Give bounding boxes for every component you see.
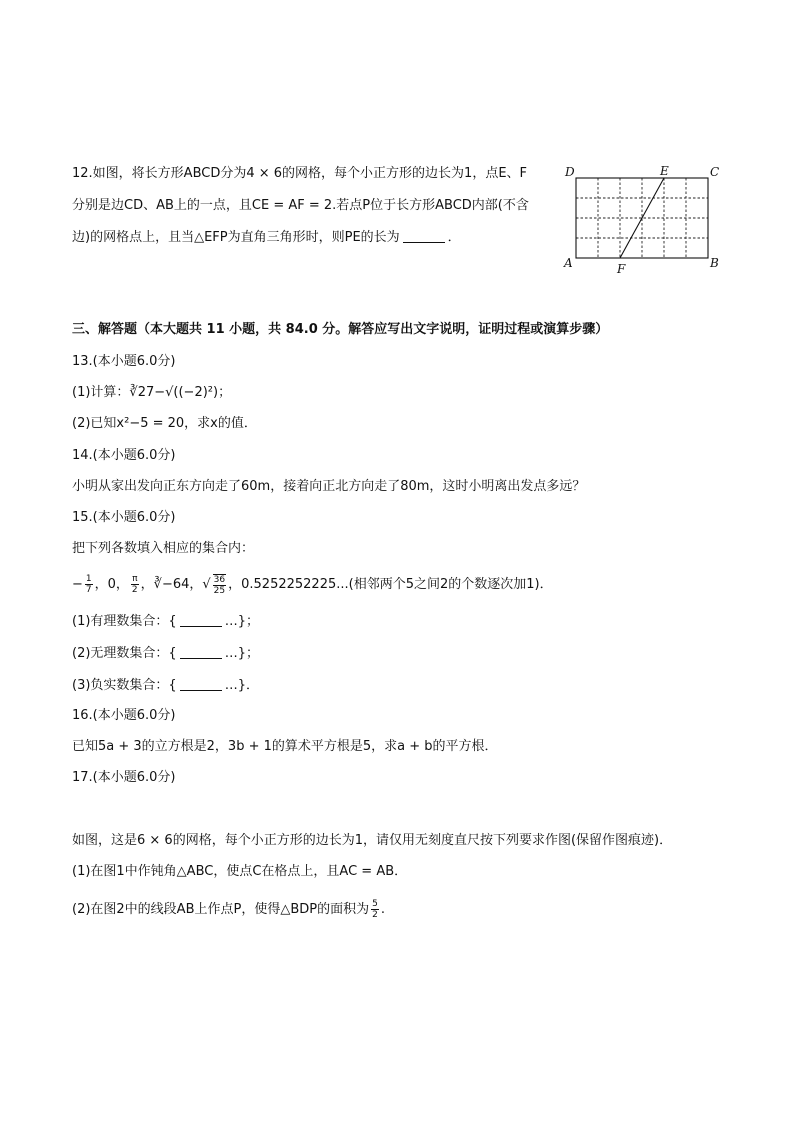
q15-set3 xyxy=(72,676,259,696)
label-c: C xyxy=(710,165,720,179)
q12-line1: 12.如图，将长方形ABCD分为4 × 6的网格，每个小正方形的边长为1，点E、F xyxy=(72,166,528,181)
answer-blank xyxy=(180,676,222,691)
q17-part2 xyxy=(72,897,385,923)
frac-numerator: π xyxy=(132,574,138,584)
decimal-item: ，0.5252252225...(相邻两个5之间2的个数逐次加1)． xyxy=(228,577,553,592)
q13-header: 13.(本小题6.0分) xyxy=(72,354,176,369)
q16-text: 已知5a + 3的立方根是2，3b + 1的算术平方根是5，求a + b的平方根． xyxy=(72,739,498,754)
label-f: F xyxy=(617,262,626,276)
q15-header: 15.(本小题6.0分) xyxy=(72,510,176,525)
label-e: E xyxy=(660,164,669,178)
zero-item: ，0， xyxy=(94,577,129,592)
set3-label: (3)负实数集合：{ xyxy=(72,678,177,693)
answer-blank xyxy=(403,228,445,243)
q17-header: 17.(本小题6.0分) xyxy=(72,770,176,785)
q12-line3-end: ． xyxy=(447,230,461,245)
q17-part1: (1)在图1中作钝角△ABC，使点C在格点上，且AC = AB． xyxy=(72,864,408,879)
fraction-pi-half xyxy=(131,574,139,595)
frac-numerator: 1 xyxy=(85,574,92,584)
q12-line3-text: 边)的网格点上，且当△EFP为直角三角形时，则PE的长为 xyxy=(72,230,400,245)
frac-numerator: 36 xyxy=(213,574,226,585)
q17-part2-end: . xyxy=(380,902,385,917)
answer-blank xyxy=(180,644,222,659)
q15-set2 xyxy=(72,644,259,664)
frac-denominator: 25 xyxy=(213,585,226,596)
q12-line2: 分别是边CD、AB上的一点，且CE = AF = 2.若点P位于长方形ABCD内部(不含 xyxy=(72,198,529,213)
label-d: D xyxy=(565,165,575,179)
label-a: A xyxy=(564,256,573,270)
frac-numerator: 5 xyxy=(372,899,378,909)
q12-line3 xyxy=(72,228,461,248)
answer-blank xyxy=(180,612,222,627)
q12-grid-figure xyxy=(560,162,728,278)
set3-close: …}． xyxy=(224,678,259,693)
q14-text: 小明从家出发向正东方向走了60m，接着向正北方向走了80m，这时小明离出发点多远？ xyxy=(72,479,586,494)
q17-part2-text: (2)在图2中的线段AB上作点P，使得△BDP的面积为 xyxy=(72,902,370,917)
q16-header: 16.(本小题6.0分) xyxy=(72,708,176,723)
q15-number-list xyxy=(72,572,553,598)
neg-sign: − xyxy=(72,577,83,592)
frac-denominator: 2 xyxy=(131,585,138,595)
fraction-one-seventh xyxy=(85,574,93,595)
q14-header: 14.(本小题6.0分) xyxy=(72,448,176,463)
set2-label: (2)无理数集合：{ xyxy=(72,646,177,661)
set1-close: …}； xyxy=(224,614,259,629)
fraction-36-25 xyxy=(213,574,226,596)
label-b: B xyxy=(710,256,719,270)
sqrt-symbol: √ xyxy=(202,577,211,592)
frac-denominator: 7 xyxy=(85,585,92,595)
set1-label: (1)有理数集合：{ xyxy=(72,614,177,629)
cube-root-item: ，∛−64， xyxy=(140,577,203,592)
fraction-five-halves xyxy=(371,899,379,920)
section-3-heading: 三、解答题（本大题共 11 小题，共 84.0 分。解答应写出文字说明，证明过程或演算步骤） xyxy=(72,322,609,337)
q15-set1 xyxy=(72,612,259,632)
q17-intro: 如图，这是6 × 6的网格，每个小正方形的边长为1，请仅用无刻度直尺按下列要求作图(保留作图痕迹)． xyxy=(72,833,673,848)
q15-instruction: 把下列各数填入相应的集合内： xyxy=(72,541,255,556)
q13-part2: (2)已知x²−5 = 20，求x的值． xyxy=(72,416,257,431)
q13-part1: (1)计算：∛27−√((−2)²)； xyxy=(72,385,232,400)
set2-close: …}； xyxy=(224,646,259,661)
frac-denominator: 2 xyxy=(372,910,378,920)
